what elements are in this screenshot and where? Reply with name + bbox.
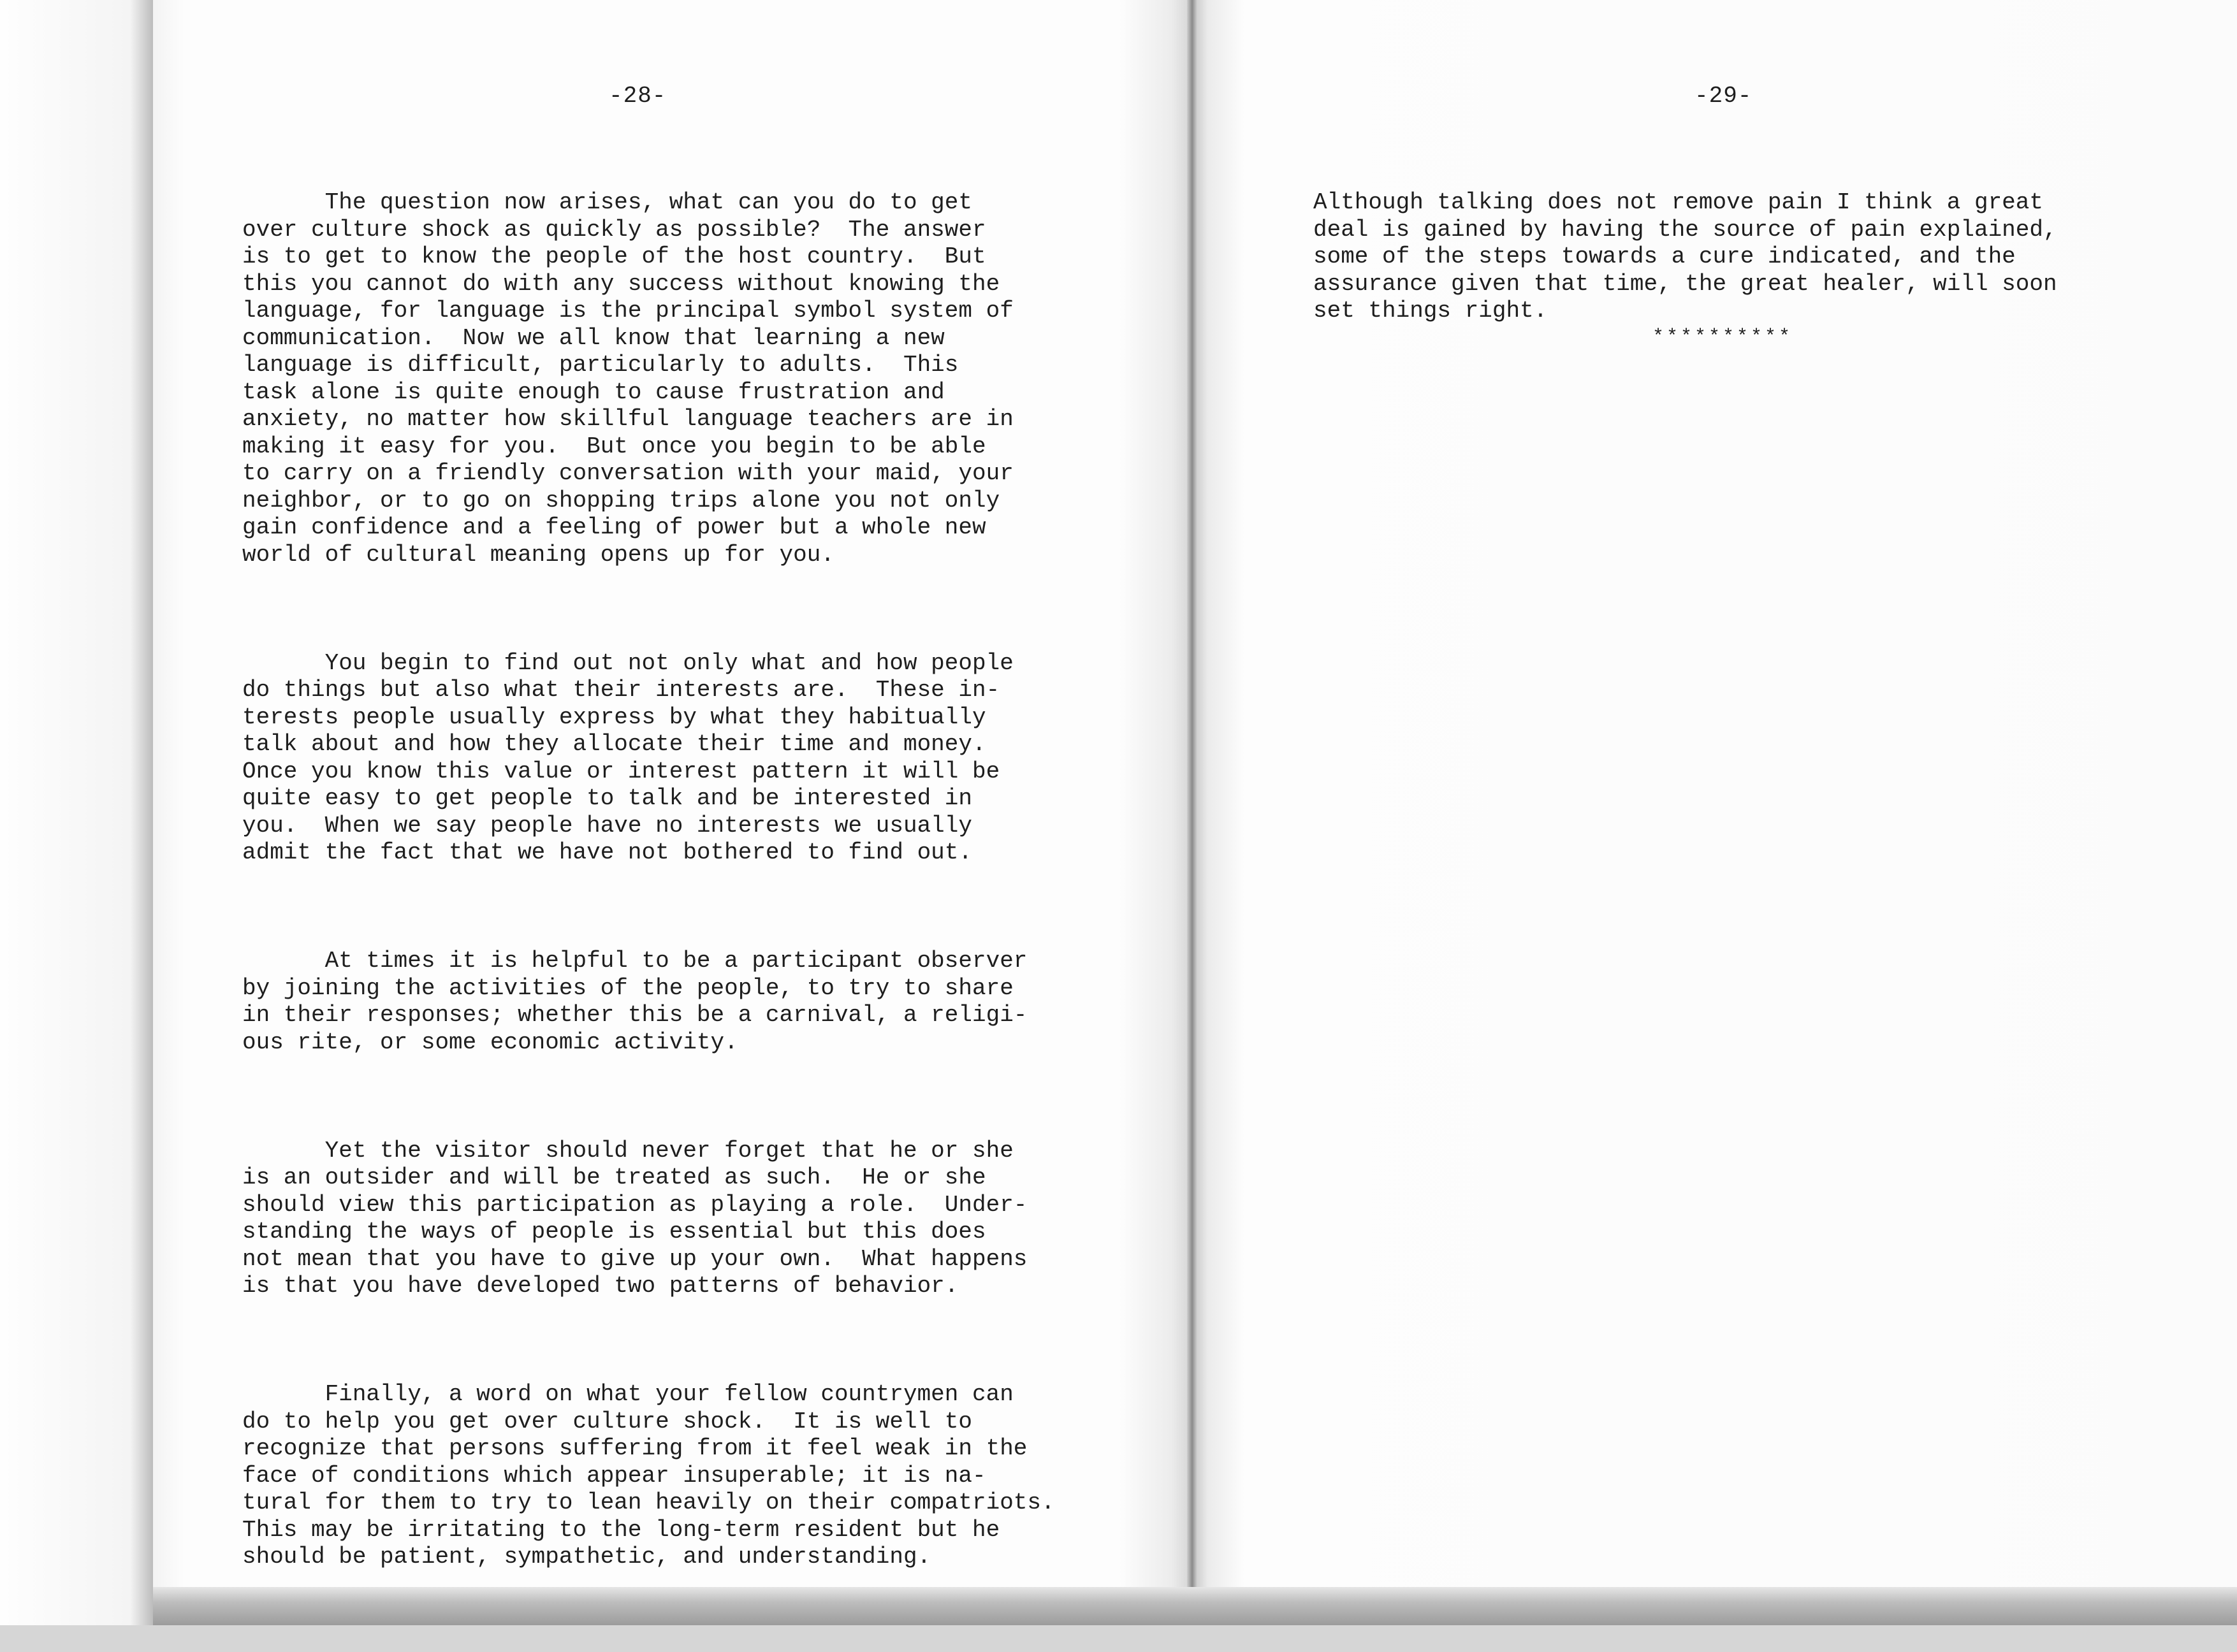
- body-text: [242, 135, 1055, 1652]
- body-text: [1313, 135, 2057, 406]
- left-page: [153, 0, 1192, 1597]
- paragraph: Finally, a word on what your fellow countrymen can do to help you get over culture shock. It is well to recognize that persons suffering from it feel weak in the face of conditions which appear insuperable; it is na- tural for them to try to lean heavily on their compatriots. This may be irritating to the long-term resident but he should be patient, sympathetic, and understanding.: [242, 1381, 1055, 1570]
- page-number: -28-: [609, 83, 667, 109]
- paragraph: You begin to find out not only what and how people do things but also what their interests are. These in- terests people usually express by what they habitually talk about and how they allocate their time and money. Once you know this value or interest pattern it will be quite easy to get people to talk and be interested in you. When we say people have no interests we usually admit the fact that we have not bothered to find out.: [242, 649, 1014, 866]
- scan-bottom-shadow: [153, 1587, 2237, 1625]
- paragraph: At times it is helpful to be a participant observer by joining the activities of the people, to try to share in their responses; whether this be a carnival, a religi- ous rite, or some economic activity.: [242, 948, 1028, 1055]
- right-page: [1192, 0, 2237, 1597]
- paragraph: Yet the visitor should never forget that he or she is an outsider and will be treated as such. He or she should view this participation as playing a role. Under- standing the ways of people is essential but this does not mean that you have to give up your own. What happens is that you have developed two patterns of behavior.: [242, 1137, 1028, 1299]
- page-number: -29-: [1694, 83, 1752, 109]
- paragraph: The question now arises, what can you do to get over culture shock as quickly as possible? The answer is to get to know the people of the host country. But this you cannot do with any success without knowing the language, for language is the principal symbol system of communication. Now we all know that learning a new language is difficult, particularly to adults. This task alone is quite enough to cause frustration and anxiety, no matter how skillful language teachers are in making it easy for you. But once you begin to be able to carry on a friendly conversation with your maid, your neighbor, or to go on shopping trips alone you not only gain confidence and a feeling of power but a whole new world of cultural meaning opens up for you.: [242, 189, 1014, 568]
- scan-margin: [0, 0, 153, 1625]
- book-gutter: [1187, 0, 1197, 1597]
- paragraph: Although talking does not remove pain I think a great deal is gained by having the source of pain explained, some of the steps towards a cure indicated, and the assurance given that time, the great healer, will soon set things right.: [1313, 189, 2057, 324]
- section-separator: **********: [1652, 326, 1793, 348]
